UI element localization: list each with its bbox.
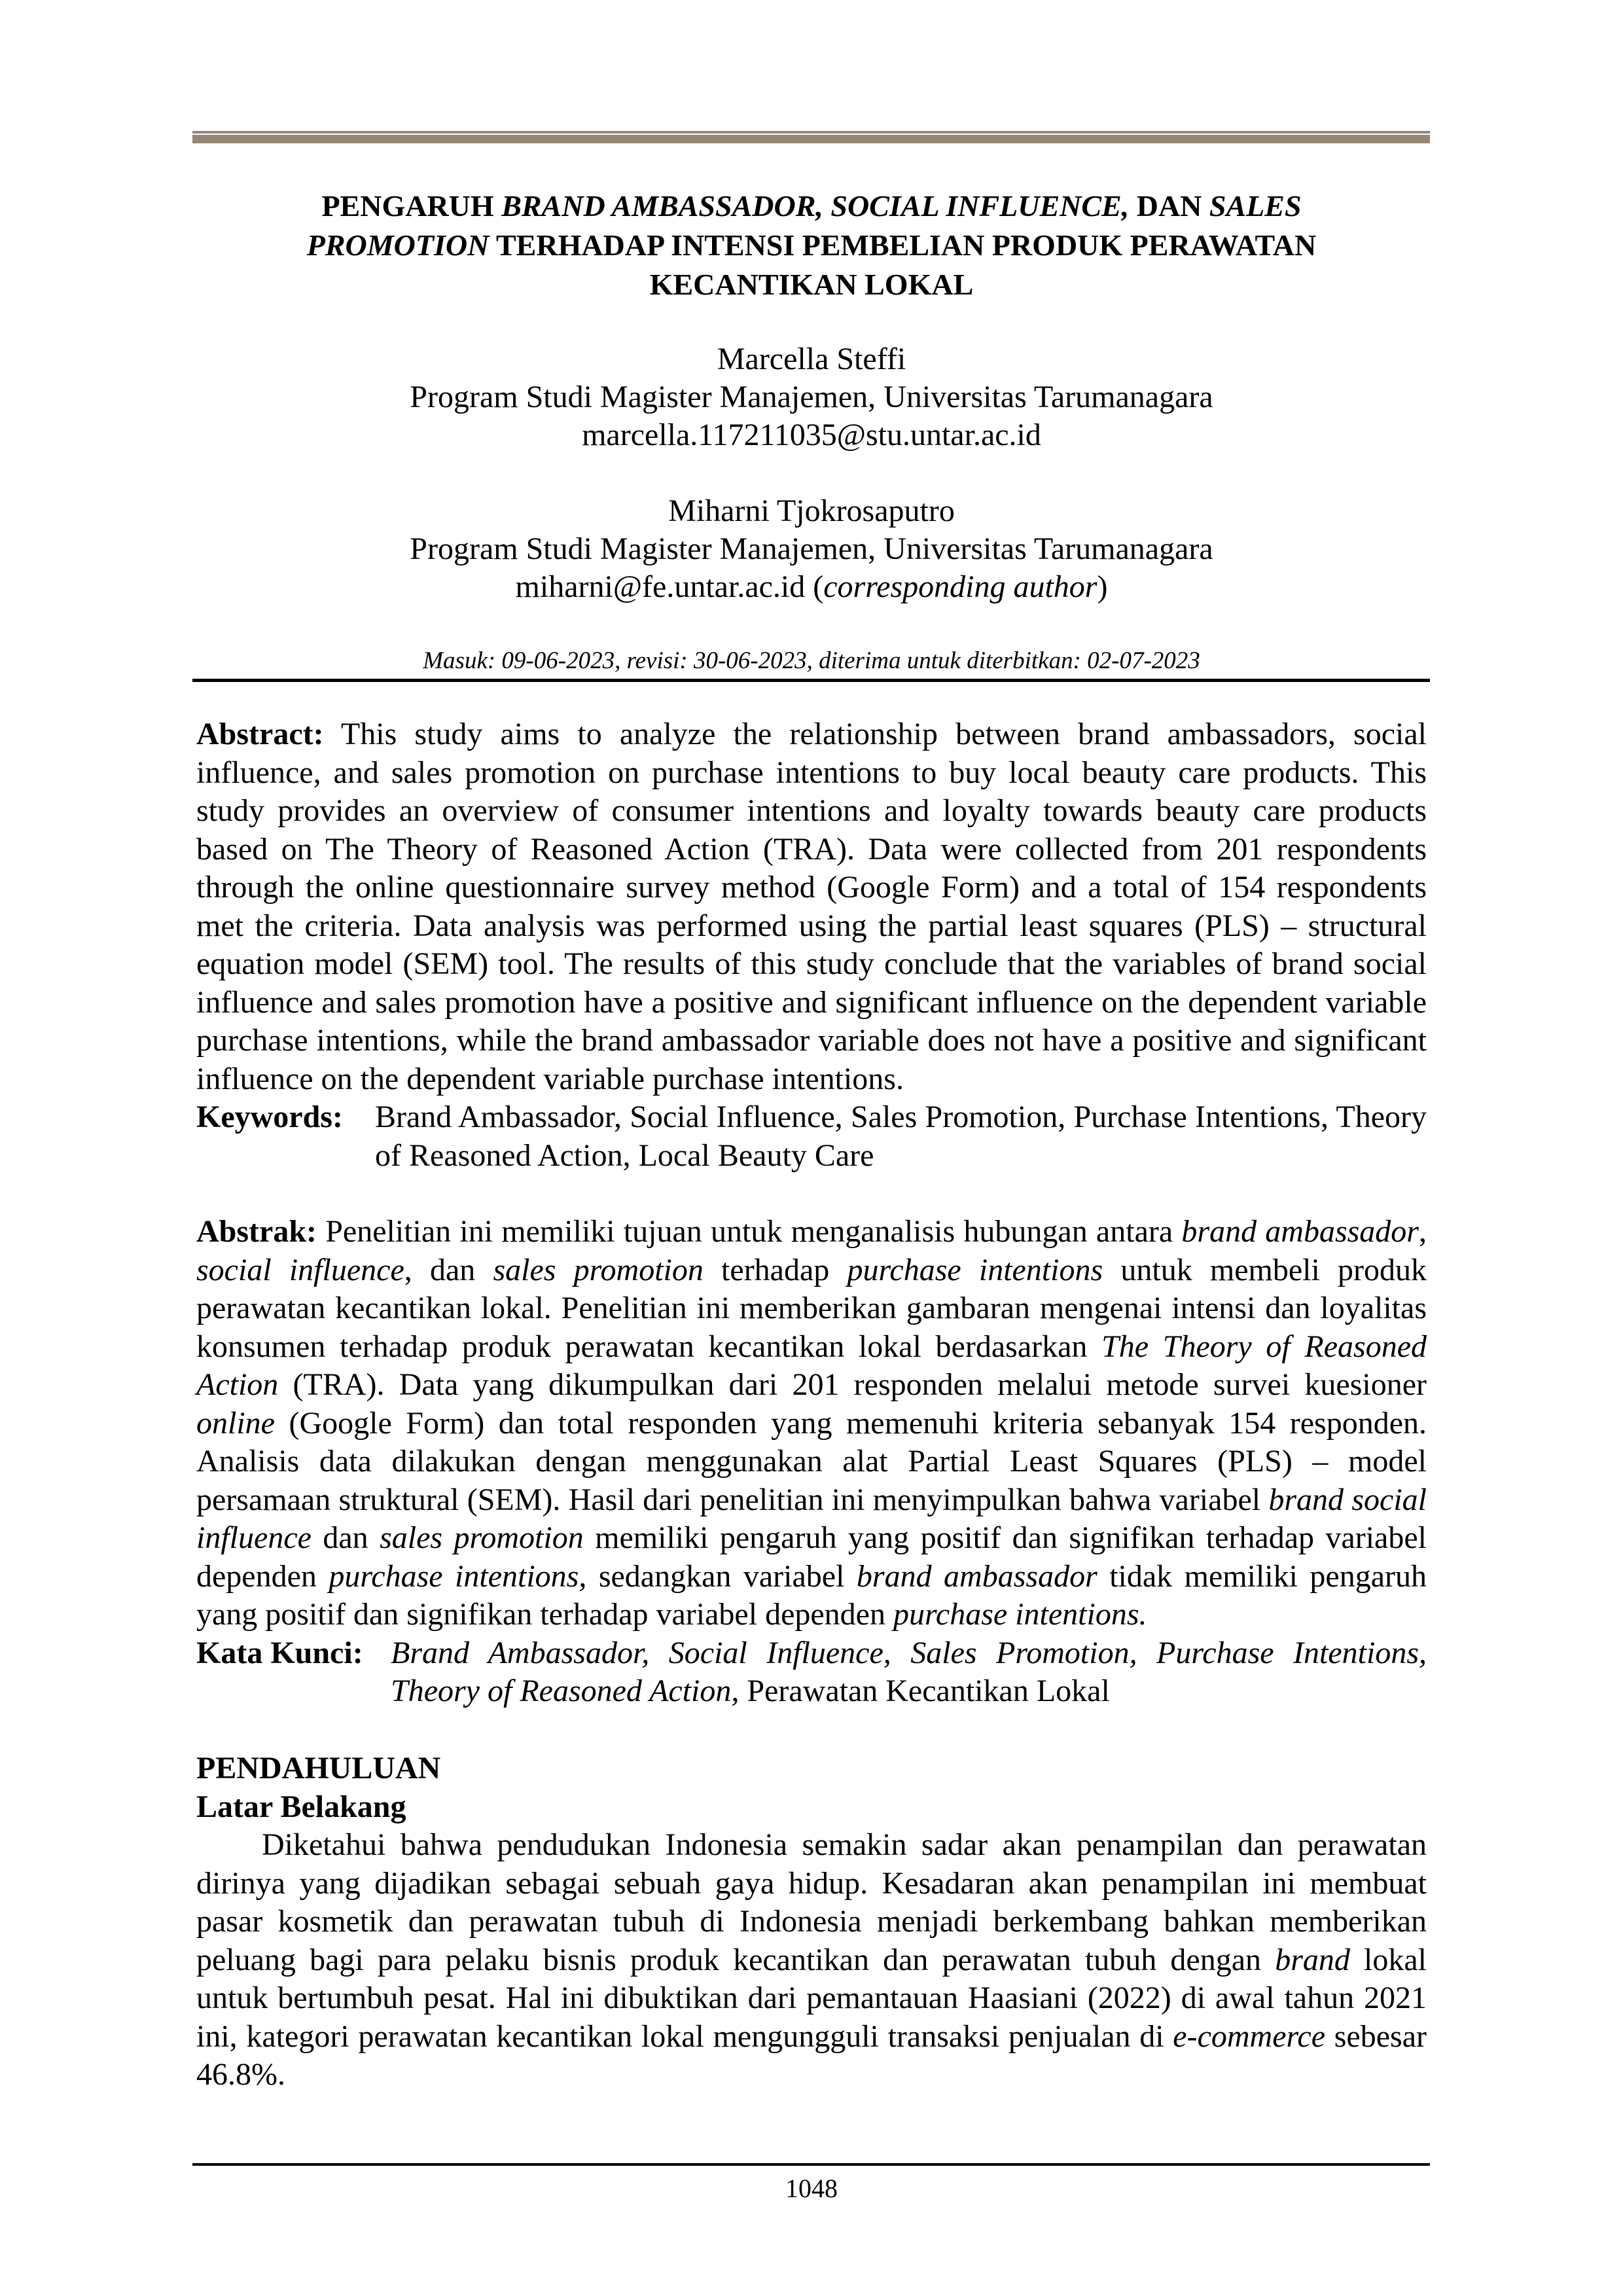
body-italic-term: e-commerce — [1173, 2018, 1326, 2054]
abstract-label: Abstract: — [196, 717, 324, 751]
keywords-label: Keywords: — [196, 1100, 343, 1134]
kata-kunci-values — [391, 1634, 1427, 1711]
title-italic-text: PROMOTION — [306, 228, 490, 262]
abstrak-italic-term: sales promotion — [493, 1252, 704, 1287]
title-line-1 — [196, 187, 1427, 226]
author-1 — [196, 340, 1427, 454]
kata-kunci-label: Kata Kunci: — [196, 1635, 363, 1670]
kata-kunci-plain: Perawatan Kecantikan Lokal — [739, 1674, 1110, 1708]
abstrak-italic-term: brand ambassador — [856, 1558, 1097, 1594]
author-affiliation: Program Studi Magister Manajemen, Universitas Tarumanagara — [410, 380, 1213, 414]
header-divider — [192, 679, 1430, 682]
abstrak-text: terhadap — [703, 1252, 847, 1287]
body-text: sebesar 46.8%. — [196, 2018, 1427, 2092]
author-contact-line: miharni@fe.untar.ac.id (corresponding author) — [515, 569, 1108, 604]
authors-block — [196, 340, 1427, 644]
abstract-indonesian — [196, 1213, 1427, 1711]
author-name: Marcella Steffi — [717, 342, 906, 376]
abstrak-text: (TRA). Data yang dikumpulkan dari 201 responden melalui metode survei kuesioner — [278, 1367, 1427, 1402]
abstract-paragraph — [196, 715, 1427, 1098]
keywords-row — [196, 1098, 1427, 1175]
author-2 — [196, 492, 1427, 606]
abstrak-label: Abstrak: — [196, 1214, 317, 1249]
abstrak-italic-term: The Theory of Reasoned Action — [196, 1329, 1427, 1402]
kata-kunci-row — [196, 1634, 1427, 1711]
submission-dates: Masuk: 09-06-2023, revisi: 30-06-2023, diterima untuk diterbitkan: 02-07-2023 — [423, 647, 1200, 674]
abstrak-text: dan — [311, 1520, 380, 1555]
abstrak-italic-term: social influence — [196, 1252, 404, 1287]
abstrak-paragraph — [196, 1213, 1427, 1634]
abstrak-italic-term: purchase intentions — [847, 1252, 1103, 1287]
title-italic-text: SALES — [1209, 189, 1302, 223]
abstrak-text: tidak memiliki pengaruh yang positif dan signifikan terhadap variabel dependen — [196, 1558, 1427, 1632]
header-rule-thin — [192, 131, 1430, 134]
title-line-3: KECANTIKAN LOKAL — [649, 268, 974, 301]
abstrak-text: sedangkan variabel — [586, 1558, 857, 1594]
body-text: lokal untuk bertumbuh pesat. Hal ini dibuktikan dari pemantauan Haasiani (2022) di awal tahun 2021 ini, kategori perawatan kecantikan lokal mengungguli transaksi penjualan di — [196, 1942, 1427, 2054]
abstrak-italic-term: sales promotion — [380, 1520, 584, 1555]
body-text: Diketahui bahwa pendudukan Indonesia semakin sadar akan penampilan dan perawatan dirinya yang dijadikan sebagai sebuah gaya hidup. Kesadaran akan penampilan ini membuat pasar kosmetik dan perawatan tubuh di Indonesia menjadi berkembang bahkan memberikan peluang bagi para pelaku bisnis produk kecantikan dan perawatan tubuh dengan — [196, 1827, 1427, 1977]
abstrak-text: , — [1419, 1214, 1427, 1249]
abstrak-italic-term: online — [196, 1405, 275, 1441]
abstrak-text: , dan — [404, 1252, 493, 1287]
abstrak-italic-term: purchase intentions, — [329, 1558, 587, 1594]
section-heading: PENDAHULUAN — [196, 1751, 441, 1785]
body-paragraph — [196, 1826, 1427, 2094]
subsection-heading: Latar Belakang — [196, 1789, 406, 1824]
body-italic-term: brand — [1275, 1942, 1350, 1977]
abstrak-text: (Google Form) dan total responden yang memenuhi kriteria sebanyak 154 responden. Analisis data dilakukan dengan menggunakan alat Partial Least Squares (PLS) – model persamaan struktural (SEM). Hasil dari penelitian ini menyimpulkan bahwa variabel — [196, 1405, 1427, 1517]
kata-kunci-italic: Brand Ambassador, Social Influence, Sales Promotion, Purchase Intentions, Theory of Reasoned Action, — [391, 1635, 1427, 1708]
title-text: DAN — [1129, 189, 1209, 223]
author-email[interactable]: marcella.117211035@stu.untar.ac.id — [582, 418, 1041, 452]
abstrak-italic-term: purchase intentions. — [893, 1597, 1147, 1632]
paper-title — [196, 187, 1427, 304]
header-rule-thick — [192, 135, 1430, 143]
abstract-english — [196, 715, 1427, 1175]
abstrak-text: memiliki pengaruh yang positif dan signifikan terhadap variabel dependen — [196, 1520, 1427, 1594]
page-number: 1048 — [785, 2174, 838, 2203]
title-italic-text: BRAND AMBASSADOR, SOCIAL INFLUENCE, — [501, 189, 1130, 223]
footer-divider — [192, 2163, 1430, 2166]
corresponding-author-note: corresponding author — [823, 569, 1097, 604]
abstrak-italic-term: brand ambassador — [1181, 1214, 1419, 1249]
abstrak-text: untuk membeli produk perawatan kecantikan lokal. Penelitian ini memberikan gambaran mengenai intensi dan loyalitas konsumen terhadap produk perawatan kecantikan lokal berdasarkan — [196, 1252, 1427, 1364]
abstrak-text: Penelitian ini memiliki tujuan untuk menganalisis hubungan antara — [317, 1214, 1182, 1249]
title-text: TERHADAP INTENSI PEMBELIAN PRODUK PERAWATAN — [489, 228, 1317, 262]
title-line-2 — [196, 226, 1427, 265]
keywords-values: Brand Ambassador, Social Influence, Sales Promotion, Purchase Intentions, Theory of Reasoned Action, Local Beauty Care — [375, 1100, 1427, 1173]
abstract-text: This study aims to analyze the relationship between brand ambassadors, social influence, and sales promotion on purchase intentions to buy local beauty care products. This study provides an overview of consumer intentions and loyalty towards beauty care products based on The Theory of Reasoned Action (TRA). Data were collected from 201 respondents through the online questionnaire survey method (Google Form) and a total of 154 respondents met the criteria. Data analysis was performed using the partial least squares (PLS) – structural equation model (SEM) tool. The results of this study conclude that the variables of brand social influence and sales promotion have a positive and significant influence on the dependent variable purchase intentions, while the brand ambassador variable does not have a positive and significant influence on the dependent variable purchase intentions. — [196, 717, 1427, 1096]
introduction-section — [196, 1749, 1427, 2094]
author-email[interactable]: miharni@fe.untar.ac.id — [515, 569, 806, 604]
author-name: Miharni Tjokrosaputro — [668, 493, 955, 528]
abstrak-italic-term: brand social influence — [196, 1482, 1427, 1555]
author-affiliation: Program Studi Magister Manajemen, Universitas Tarumanagara — [410, 531, 1213, 566]
title-text: PENGARUH — [321, 189, 502, 223]
